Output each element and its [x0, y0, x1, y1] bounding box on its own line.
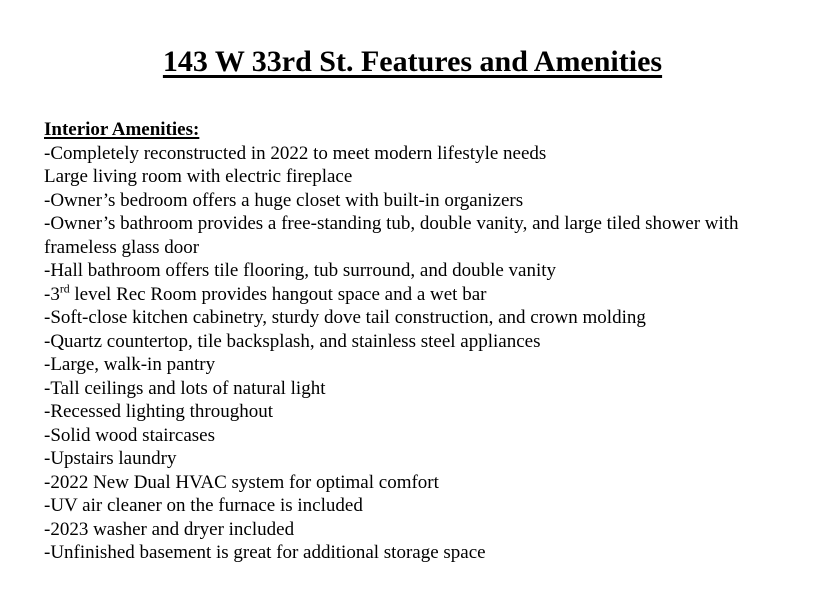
- amenity-line: -Hall bathroom offers tile flooring, tub surround, and double vanity: [44, 260, 557, 281]
- amenity-line: -Tall ceilings and lots of natural light: [44, 377, 326, 399]
- amenity-line: -Completely reconstructed in 2022 to meet modern lifestyle needs: [44, 142, 547, 164]
- section-heading-line: [44, 118, 816, 142]
- ordinal-superscript: rd: [59, 282, 70, 296]
- amenity-text: -3: [44, 283, 60, 305]
- amenity-line: -Solid wood staircases: [44, 424, 215, 446]
- amenity-line: [44, 283, 816, 307]
- page-title: [0, 44, 825, 80]
- amenity-line: -Owner’s bathroom provides a free-standing tub, double vanity, and large tiled shower with frameless glass door: [44, 213, 739, 258]
- amenity-line: -Soft-close kitchen cabinetry, sturdy dove tail construction, and crown molding: [44, 307, 646, 328]
- amenity-line: -Large, walk-in pantry: [44, 354, 216, 375]
- amenity-line: -Unfinished basement is great for additional storage space: [44, 542, 486, 563]
- amenity-line: -2023 washer and dryer included: [44, 518, 295, 540]
- amenity-line: -Recessed lighting throughout: [44, 401, 274, 422]
- amenity-line: -Owner’s bedroom offers a huge closet with built-in organizers: [44, 189, 524, 211]
- amenities-section: [44, 118, 816, 565]
- amenity-line: -UV air cleaner on the furnace is included: [44, 495, 363, 516]
- amenity-line: Large living room with electric fireplace: [44, 166, 353, 187]
- section-heading: Interior Amenities:: [44, 119, 200, 140]
- amenities-list: [44, 142, 816, 565]
- amenity-line: -Quartz countertop, tile backsplash, and stainless steel appliances: [44, 330, 541, 352]
- page-title-text: 143 W 33rd St. Features and Amenities: [162, 45, 663, 78]
- amenity-text: level Rec Room provides hangout space and a wet bar: [69, 283, 487, 305]
- amenity-line: -Upstairs laundry: [44, 448, 177, 469]
- amenity-line: -2022 New Dual HVAC system for optimal comfort: [44, 471, 439, 493]
